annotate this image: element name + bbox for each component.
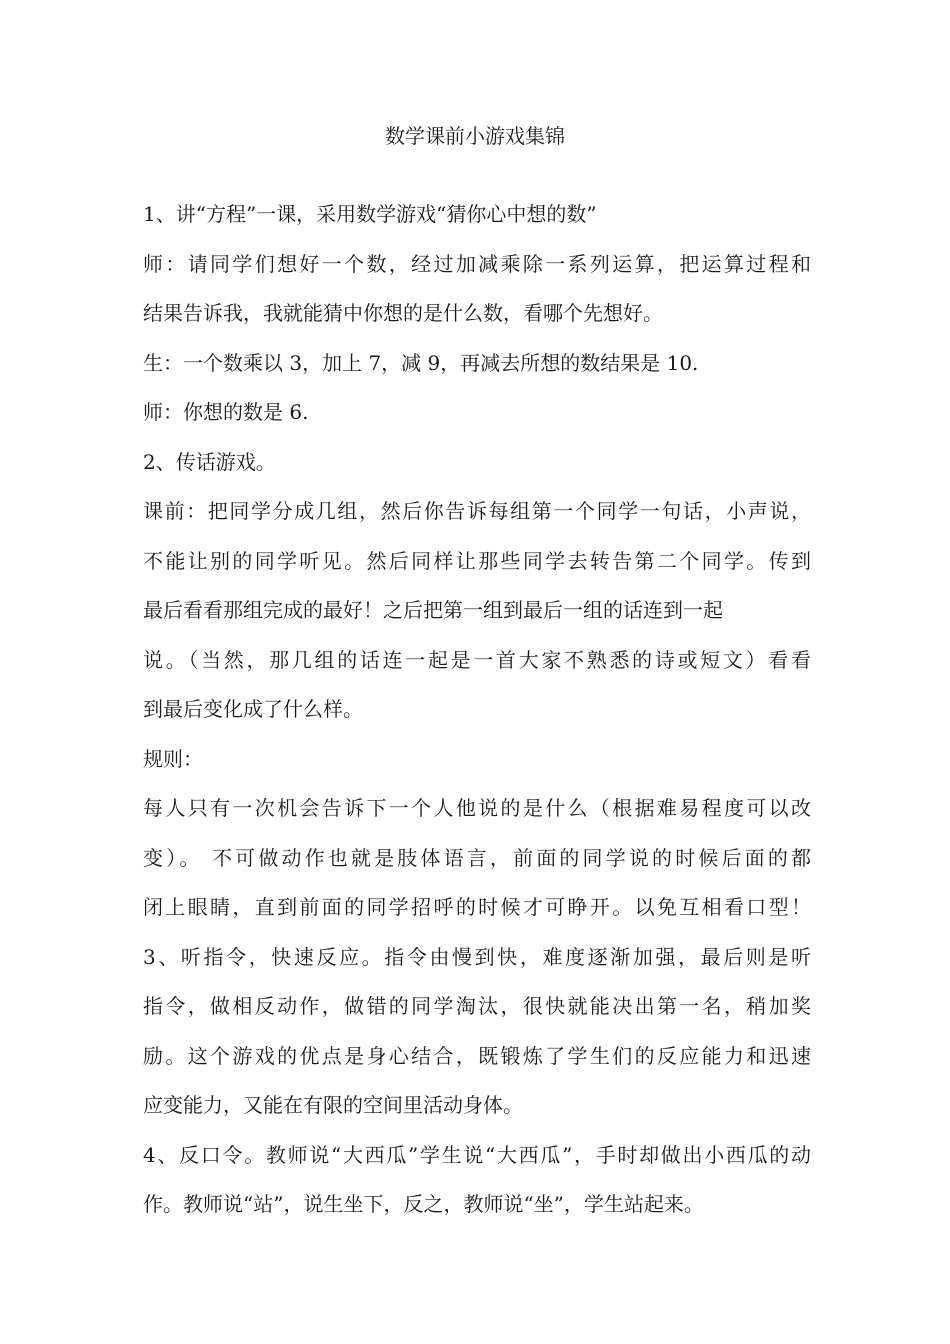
text-line: 2、传话游戏。	[143, 449, 276, 474]
text-line: 师：请同学们想好一个数，经过加减乘除一系列运算，把运算过程和	[143, 251, 811, 276]
text-line: 励。这个游戏的优点是身心结合，既锻炼了学生们的反应能力和迅速	[143, 1043, 811, 1068]
text-line: 师：你想的数是 6.	[143, 400, 309, 424]
text-line: 不能让别的同学听见。然后同样让那些同学去转告第二个同学。传到	[143, 548, 811, 573]
text-line: 课前：把同学分成几组，然后你告诉每组第一个同学一句话，小声说，	[143, 499, 811, 523]
text-line: 4、反口令。教师说“大西瓜”学生说“大西瓜”，手时却做出小西瓜的动	[143, 1142, 811, 1167]
text-line: 3、听指令，快速反应。指令由慢到快，难度逐渐加强，最后则是听	[143, 944, 811, 969]
text-line: 作。教师说“站”，说生坐下，反之，教师说“坐”，学生站起来。	[143, 1192, 704, 1216]
text-line: 结果告诉我，我就能猜中你想的是什么数，看哪个先想好。	[143, 301, 663, 325]
text-line: 闭上眼睛，直到前面的同学招呼的时候才可睁开。以免互相看口型！	[143, 895, 811, 919]
text-line: 到最后变化成了什么样。	[143, 697, 363, 721]
text-line: 应变能力，又能在有限的空间里活动身体。	[143, 1093, 523, 1117]
text-line: 说。（当然，那几组的话连一起是一首大家不熟悉的诗或短文）看看	[143, 647, 811, 672]
text-line: 变）。 不可做动作也就是肢体语言，前面的同学说的时候后面的都	[143, 845, 811, 870]
text-line: 最后看看那组完成的最好！之后把第一组到最后一组的话连到一起	[143, 598, 723, 622]
document-title: 数学课前小游戏集锦	[385, 124, 565, 148]
text-line: 生：一个数乘以 3，加上 7，减 9，再减去所想的数结果是 10.	[143, 350, 699, 375]
text-line: 规则：	[143, 746, 203, 771]
text-line: 1、讲“方程”一课，采用数学游戏“猜你心中想的数”	[143, 202, 597, 226]
document-body	[143, 190, 811, 1230]
text-line: 每人只有一次机会告诉下一个人他说的是什么（根据难易程度可以改	[143, 796, 811, 820]
text-line: 指令，做相反动作，做错的同学淘汰，很快就能决出第一名，稍加奖	[143, 994, 811, 1018]
